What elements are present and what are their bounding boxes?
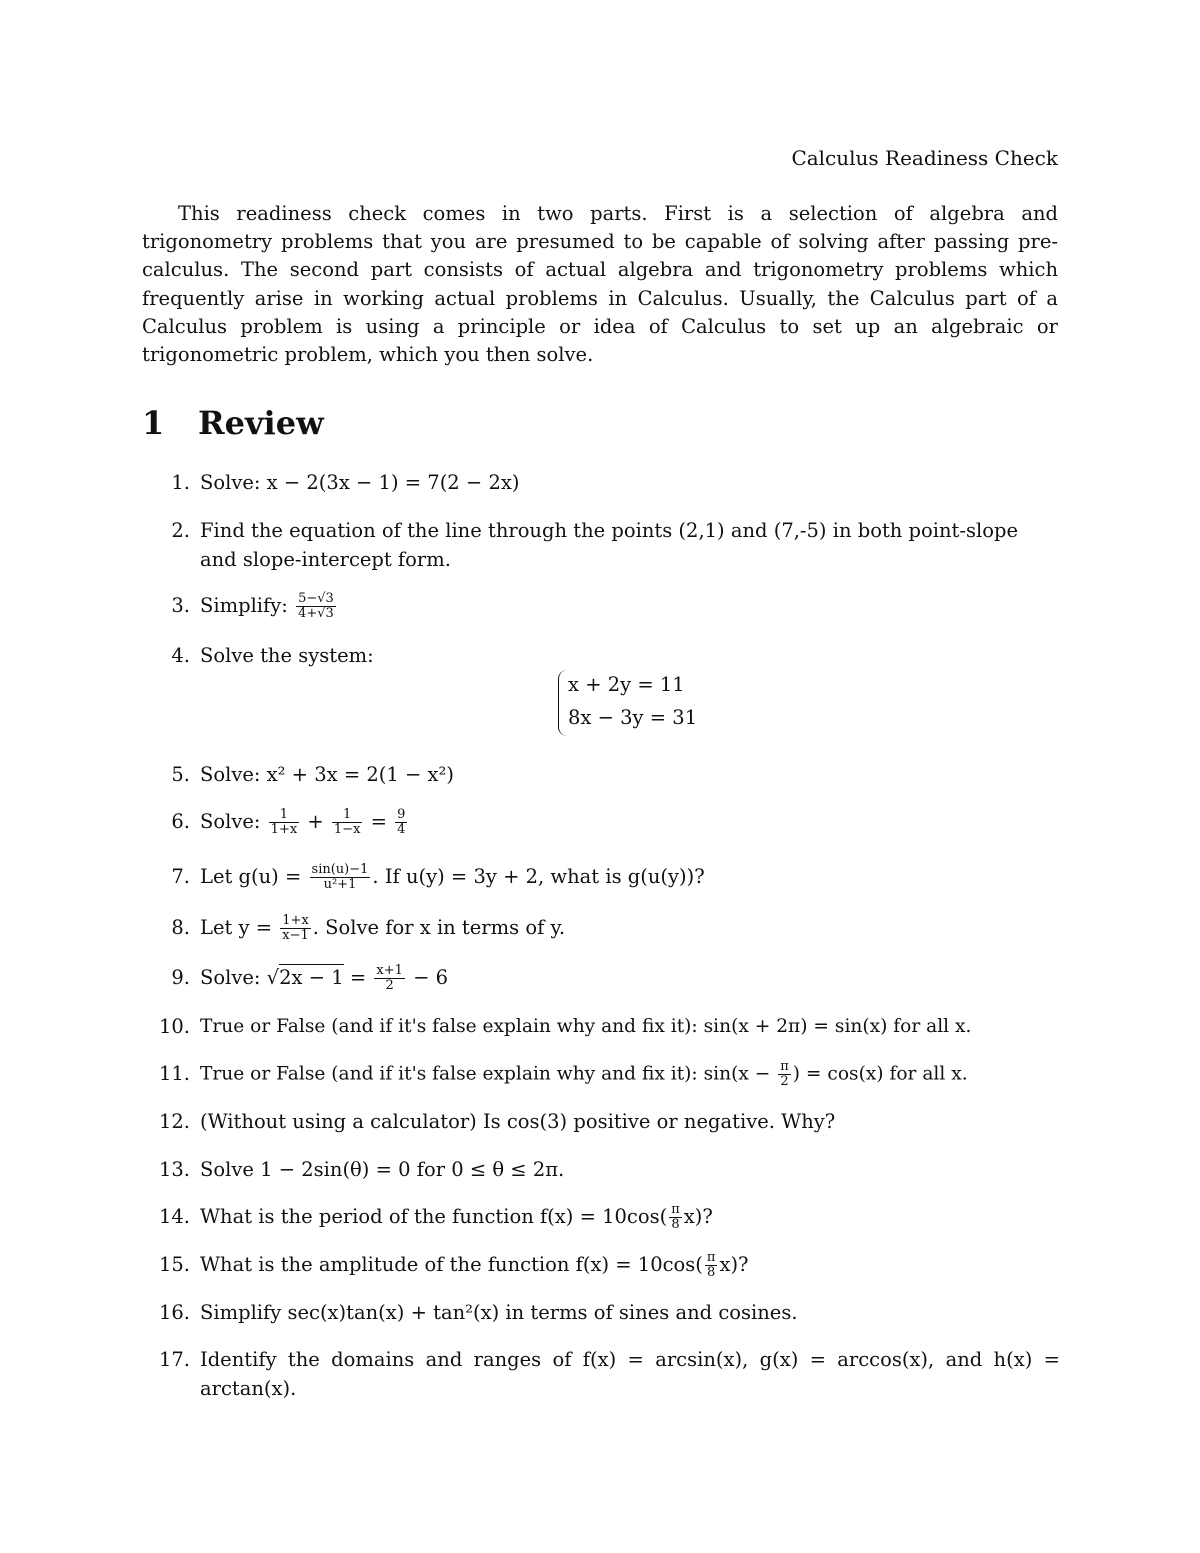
problem-label: Simplify: <box>200 594 288 617</box>
fraction-numerator: π <box>706 1250 716 1265</box>
problem-text <box>200 1203 1060 1232</box>
fraction <box>374 964 405 993</box>
problem-text: True or False (and if it's false explain why and fix it): sin(x + 2π) = sin(x) for all x. <box>200 1016 972 1037</box>
operator: + <box>307 810 324 833</box>
fraction <box>705 1251 718 1280</box>
problem-number: 3. <box>171 594 190 617</box>
problem-9 <box>142 964 1060 993</box>
problem-text: (Without using a calculator) Is cos(3) positive or negative. Why? <box>200 1110 836 1133</box>
problem-2 <box>142 517 1060 574</box>
text-after: . If u(y) = 3y + 2, what is g(u(y))? <box>372 865 705 888</box>
problem-15 <box>142 1251 1060 1280</box>
problem-text <box>200 914 1060 943</box>
problem-text: Solve the system: <box>200 644 374 667</box>
problem-text <box>200 592 1060 621</box>
problem-3 <box>142 592 1060 621</box>
problem-number: 14. <box>158 1205 190 1228</box>
text-after: x)? <box>683 1205 713 1228</box>
problem-6 <box>142 808 1060 837</box>
fraction-numerator: 5−√3 <box>298 591 334 606</box>
radicand: 2x − 1 <box>279 966 344 989</box>
problem-12 <box>142 1108 1060 1137</box>
section-number: 1 <box>142 404 165 442</box>
fraction <box>269 808 300 837</box>
equation-system <box>558 668 697 734</box>
text-before: True or False (and if it's false explain why and fix it): sin(x − <box>200 1063 771 1085</box>
fraction-numerator: 1 <box>269 808 300 823</box>
problem-7 <box>142 863 1060 892</box>
fraction <box>310 863 371 892</box>
fraction <box>395 808 407 837</box>
fraction-denominator: 4+√3 <box>298 606 334 621</box>
fraction-numerator: 9 <box>397 807 406 822</box>
problem-number: 9. <box>171 966 190 989</box>
fraction-numerator: x+1 <box>376 963 403 978</box>
problem-text: Solve: x² + 3x = 2(1 − x²) <box>200 763 454 786</box>
problem-text <box>200 863 1060 892</box>
intro-paragraph: This readiness check comes in two parts. First is a selection of algebra and trigonometry problems that you are presumed to be capable of solving after passing pre-calculus. The second part consists of actual algebra and trigonometry problems which frequently arise in working actual problems in Calculus. Usually, the Calculus part of a Calculus problem is using a principle or idea of Calculus to set up an algebraic or trigonometric problem, which you then solve. <box>142 202 1058 367</box>
problem-text <box>200 1251 1060 1280</box>
problem-number: 10. <box>158 1015 190 1038</box>
fraction <box>280 914 311 943</box>
page-header: Calculus Readiness Check <box>791 146 1058 170</box>
problem-number: 12. <box>158 1110 190 1133</box>
problem-text: Solve: x − 2(3x − 1) = 7(2 − 2x) <box>200 471 520 494</box>
fraction <box>296 592 336 621</box>
fraction-numerator: 1+x <box>282 913 309 928</box>
fraction-numerator: π <box>780 1059 789 1074</box>
text-before: Let g(u) = <box>200 865 302 888</box>
problem-17 <box>142 1346 1060 1403</box>
problem-10 <box>142 1013 1060 1042</box>
problem-number: 8. <box>171 916 190 939</box>
problem-1 <box>142 469 1060 498</box>
fraction-denominator: 1−x <box>333 822 361 837</box>
text-after: x)? <box>719 1253 749 1276</box>
problem-4 <box>142 642 1060 671</box>
problem-text: Solve 1 − 2sin(θ) = 0 for 0 ≤ θ ≤ 2π. <box>200 1158 565 1181</box>
fraction-numerator: π <box>671 1202 680 1217</box>
problem-14 <box>142 1203 1060 1232</box>
problem-number: 1. <box>171 471 190 494</box>
problem-number: 5. <box>171 763 190 786</box>
problem-number: 6. <box>171 810 190 833</box>
problem-11 <box>142 1060 1060 1089</box>
fraction-denominator: 2 <box>780 1074 789 1089</box>
text-before: What is the amplitude of the function f(x) = 10cos( <box>200 1253 703 1276</box>
section-heading <box>142 404 324 442</box>
text-after: − 6 <box>413 966 449 989</box>
fraction-numerator: sin(u)−1 <box>311 862 369 877</box>
system-equation-1: x + 2y = 11 <box>568 673 685 696</box>
section-title: Review <box>198 404 324 442</box>
fraction-numerator: 1 <box>332 808 363 823</box>
problem-number: 16. <box>158 1301 190 1324</box>
text-before: Let y = <box>200 916 273 939</box>
problem-text <box>200 964 1060 993</box>
text-after: ) = cos(x) for all x. <box>792 1063 968 1085</box>
problem-16 <box>142 1299 1060 1328</box>
problem-text <box>200 1060 1060 1089</box>
fraction-denominator: 1+x <box>270 822 298 837</box>
system-equation-2: 8x − 3y = 31 <box>568 706 698 729</box>
fraction-denominator: x−1 <box>282 928 309 943</box>
problem-8 <box>142 914 1060 943</box>
fraction-denominator: 4 <box>397 822 406 837</box>
problem-text: Identify the domains and ranges of f(x) = arcsin(x), g(x) = arccos(x), and h(x) = arctan(x). <box>200 1348 1060 1400</box>
problem-number: 15. <box>158 1253 190 1276</box>
problem-number: 17. <box>158 1348 190 1371</box>
operator: = <box>370 810 387 833</box>
problem-number: 7. <box>171 865 190 888</box>
text-before: What is the period of the function f(x) = 10cos( <box>200 1205 668 1228</box>
problem-5 <box>142 761 1060 790</box>
fraction-denominator: 8 <box>671 1217 680 1232</box>
fraction-denominator: u²+1 <box>323 877 357 892</box>
text-mid: = <box>343 966 367 989</box>
problem-text: Find the equation of the line through the points (2,1) and (7,-5) in both point-slope and slope-intercept form. <box>200 519 1018 571</box>
problem-number: 2. <box>171 519 190 542</box>
fraction <box>778 1060 791 1089</box>
fraction <box>669 1203 682 1232</box>
text-before: Solve: √ <box>200 966 280 989</box>
text-after: . Solve for x in terms of y. <box>312 916 566 939</box>
fraction-denominator: 8 <box>707 1265 716 1280</box>
left-brace-icon <box>558 670 567 736</box>
problem-number: 11. <box>158 1062 190 1085</box>
fraction-denominator: 2 <box>385 978 394 993</box>
problem-text: Simplify sec(x)tan(x) + tan²(x) in terms of sines and cosines. <box>200 1301 798 1324</box>
problem-text <box>200 808 1060 837</box>
fraction <box>332 808 363 837</box>
problem-number: 4. <box>171 644 190 667</box>
problem-label: Solve: <box>200 810 261 833</box>
problem-13 <box>142 1156 1060 1185</box>
problem-number: 13. <box>158 1158 190 1181</box>
